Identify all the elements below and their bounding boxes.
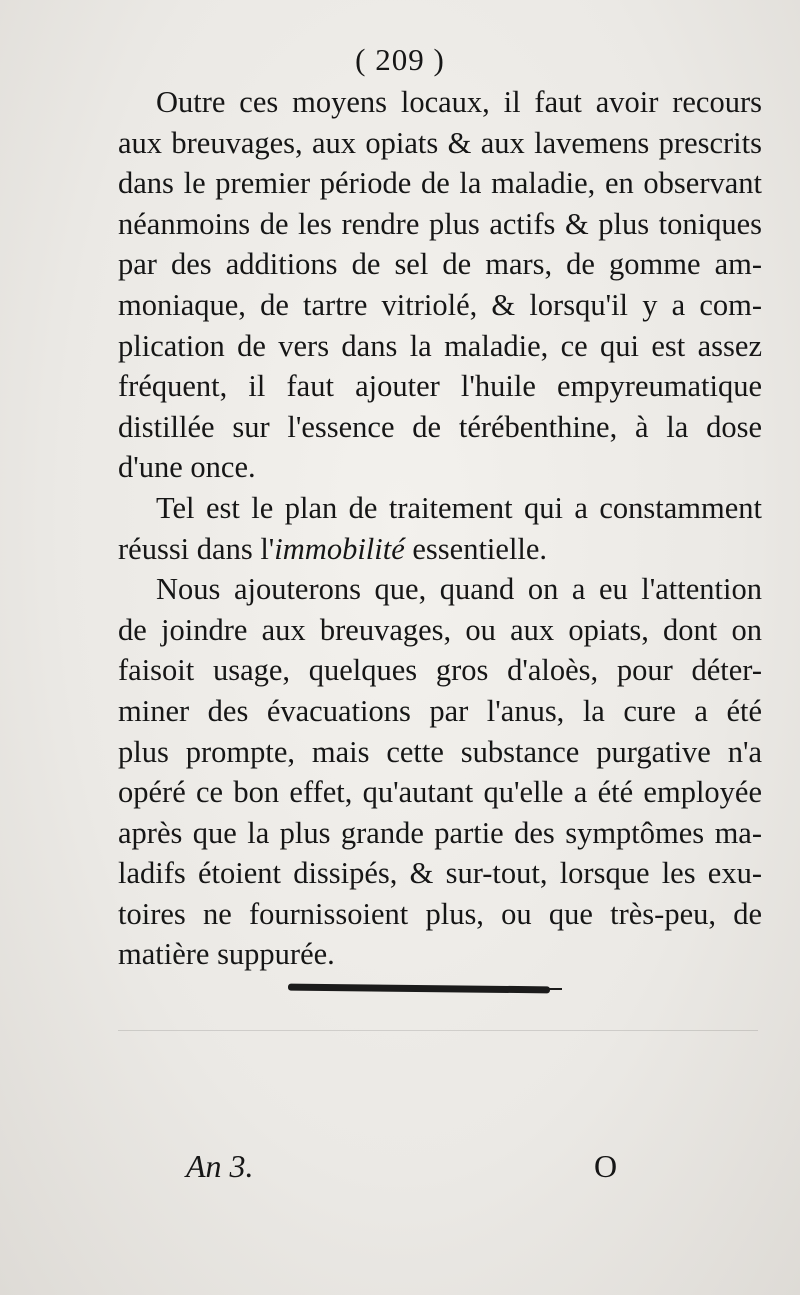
text-line: matière suppurée.: [118, 937, 335, 972]
paragraph-1: [118, 82, 762, 488]
paragraph-3: [118, 569, 762, 975]
text-line: fréquent, il faut ajouter l'huile empyreumatique: [118, 369, 762, 404]
text-line: miner des évacuations par l'anus, la cure a été: [118, 693, 762, 728]
text-line: moniaque, de tartre vitriolé, & lorsqu'il y a com-: [118, 287, 762, 322]
text-line-with-italic: [118, 529, 762, 570]
text-line: faisoit usage, quelques gros d'aloès, pour déter-: [118, 653, 762, 688]
text-line: après que la plus grande partie des symptômes ma-: [118, 815, 762, 850]
catchword: O: [594, 1148, 618, 1184]
text-segment: réussi dans l': [118, 531, 275, 566]
text-line: ladifs étoient dissipés, & sur-tout, lorsque les exu-: [118, 856, 762, 891]
text-line: plus prompte, mais cette substance purgative n'a: [118, 734, 762, 769]
text-line: par des additions de sel de mars, de gomme am-: [118, 247, 762, 282]
section-end-rule: [288, 984, 550, 994]
text-line: Outre ces moyens locaux, il faut avoir recours: [156, 85, 762, 119]
body-text: [118, 82, 762, 975]
text-line: de joindre aux breuvages, ou aux opiats, dont on: [118, 612, 762, 647]
text-segment: essentielle.: [404, 531, 548, 566]
text-line: dans le premier période de la maladie, en observant: [118, 166, 762, 201]
text-line: Tel est le plan de traitement qui a constamment: [156, 490, 762, 525]
section-end-rule-tail: [548, 988, 562, 990]
text-line: distillée sur l'essence de térébenthine, à la dose: [118, 409, 762, 444]
paragraph-2: [118, 488, 762, 569]
italic-term: immobilité: [274, 531, 405, 566]
page-number: ( 209 ): [355, 42, 445, 77]
text-line: d'une once.: [118, 450, 256, 485]
signature-mark: An 3.: [186, 1148, 254, 1184]
text-line: plication de vers dans la maladie, ce qui est assez: [118, 328, 762, 363]
text-line: néanmoins de les rendre plus actifs & plus toniques: [118, 206, 762, 241]
text-line: opéré ce bon effet, qu'autant qu'elle a été employée: [118, 775, 762, 810]
show-through-rule: [118, 1030, 758, 1031]
text-line: toires ne fournissoient plus, ou que très-peu, de: [118, 896, 762, 931]
text-line: Nous ajouterons que, quand on a eu l'attention: [156, 572, 762, 607]
text-line: aux breuvages, aux opiats & aux lavemens prescrits: [118, 125, 762, 160]
